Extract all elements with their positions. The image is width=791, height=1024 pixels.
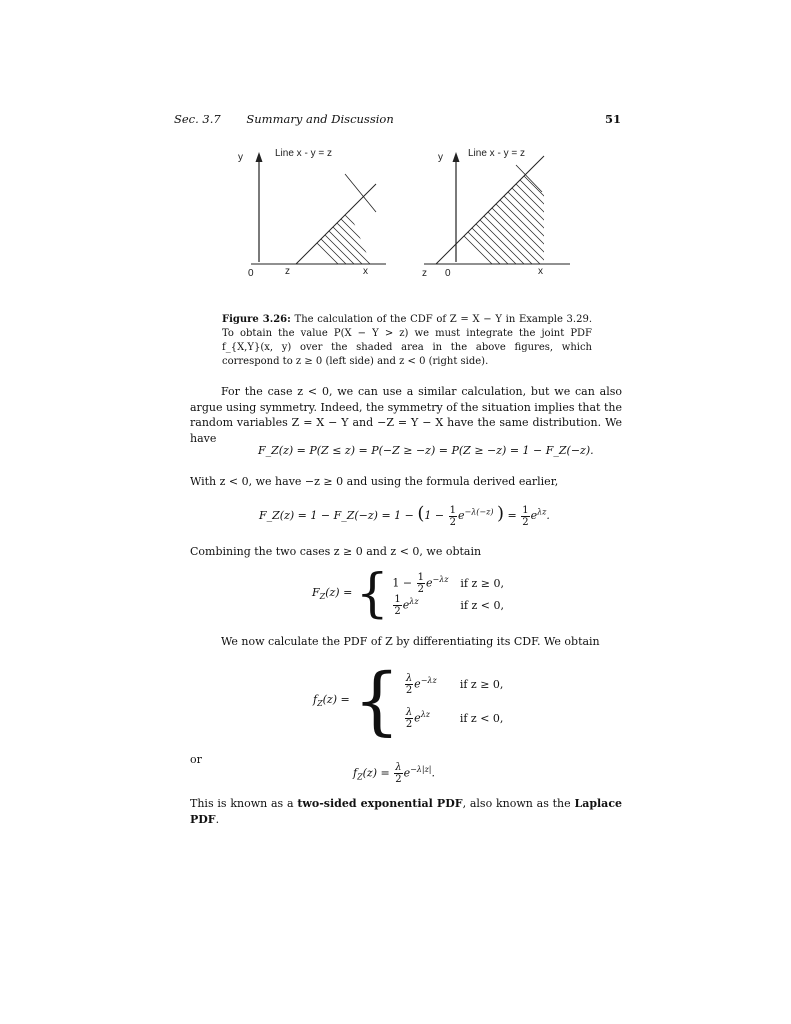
- pdf-condition-1: if z ≥ 0,: [459, 677, 504, 691]
- equation-cdf-cases: $F_Z(z)$ = { 1 − $\frac{1}{2}$ $e^{-\lambda z}$ if z ≥ 0, $\frac{1}{2}$ $e^{\lambda z}$ if z < 0,: [312, 564, 504, 624]
- shaded-region: [254, 180, 396, 270]
- z-label: z: [422, 268, 427, 279]
- paragraph-symmetry: For the case z < 0, we can use a similar calculation, but we can also argue using symmetry. Indeed, the symmetry of the situation implies that the random variables Z = X − Y and −Z = Y − X have the same distribution. We have: [190, 385, 622, 445]
- equation-cdf-symmetry: F_Z(z) = P(Z ≤ z) = P(−Z ≥ −z) = P(Z ≥ −z) = 1 − F_Z(−z).: [258, 444, 594, 457]
- boundary-line: [296, 184, 376, 264]
- line-label: Line x - y = z: [275, 148, 332, 159]
- running-header: [174, 112, 394, 126]
- text-end: .: [215, 812, 220, 826]
- equation-cdf-negative: F_Z(z) = 1 − F_Z(−z) = 1 − (1 − $\frac{1}{2}$ $e^{-\lambda(-z)}$ ) = $\frac{1}{2}$ $e^{\lambda z}$.: [259, 503, 550, 528]
- line-label: Line x - y = z: [468, 148, 525, 159]
- figure-caption: [222, 313, 592, 369]
- pdf-condition-2: if z < 0,: [459, 711, 504, 725]
- text-mid: , also known as the: [462, 797, 571, 810]
- equation-pdf-cases: $f_Z(z)$ = { $\frac{\lambda}{2}$ $e^{-\lambda z}$ if z ≥ 0, $\frac{\lambda}{2}$ $e^{\lambda z}$ if z < 0,: [313, 658, 504, 744]
- term-laplace-pdf: Laplace PDF: [190, 797, 623, 826]
- equation-laplace: $f_Z(z)$ = $\frac{\lambda}{2}$ $e^{-\lambda|z|}$.: [353, 762, 435, 785]
- z-label: z: [285, 266, 290, 277]
- term-two-sided-exponential: two-sided exponential PDF: [297, 797, 463, 810]
- section-title: Summary and Discussion: [246, 112, 394, 126]
- paragraph-laplace: [190, 796, 622, 827]
- origin-label: 0: [445, 268, 451, 279]
- shaded-region: [420, 160, 580, 270]
- label-leader-line: [345, 174, 376, 212]
- figure-left-panel: [226, 140, 396, 294]
- origin-label: 0: [248, 268, 254, 279]
- word-or: or: [190, 753, 202, 766]
- paragraph-pdf: We now calculate the PDF of Z by differentiating its CDF. We obtain: [221, 635, 600, 648]
- equation-lhs: F_Z(z) = 1 − F_Z(−z) = 1 −: [259, 509, 414, 522]
- figure-right-panel: [420, 140, 580, 294]
- paragraph-negative-z: With z < 0, we have −z ≥ 0 and using the formula derived earlier,: [190, 475, 559, 488]
- section-number: Sec. 3.7: [174, 112, 221, 126]
- boundary-line: [436, 156, 544, 264]
- paragraph-combining: Combining the two cases z ≥ 0 and z < 0, we obtain: [190, 545, 482, 558]
- text-start: This is known as a: [190, 797, 294, 810]
- x-axis-label: x: [363, 266, 368, 277]
- page-number: 51: [605, 112, 622, 126]
- x-axis-label: x: [538, 266, 543, 277]
- y-axis-label: y: [438, 152, 443, 163]
- caption-label: Figure 3.26:: [222, 314, 291, 325]
- y-axis-label: y: [238, 152, 243, 163]
- cdf-condition-1: if z ≥ 0,: [460, 576, 504, 590]
- y-axis-arrow: [256, 152, 263, 162]
- cdf-condition-2: if z < 0,: [460, 598, 504, 612]
- caption-text: The calculation of the CDF of Z = X − Y in Example 3.29. To obtain the value P(X − Y > z) we must integrate the joint PDF f_{X,Y}(x, y) over the shaded area in the above figures, which correspond to z ≥ 0 (left side) and z < 0 (right side).: [222, 314, 592, 367]
- y-axis-arrow: [453, 152, 460, 162]
